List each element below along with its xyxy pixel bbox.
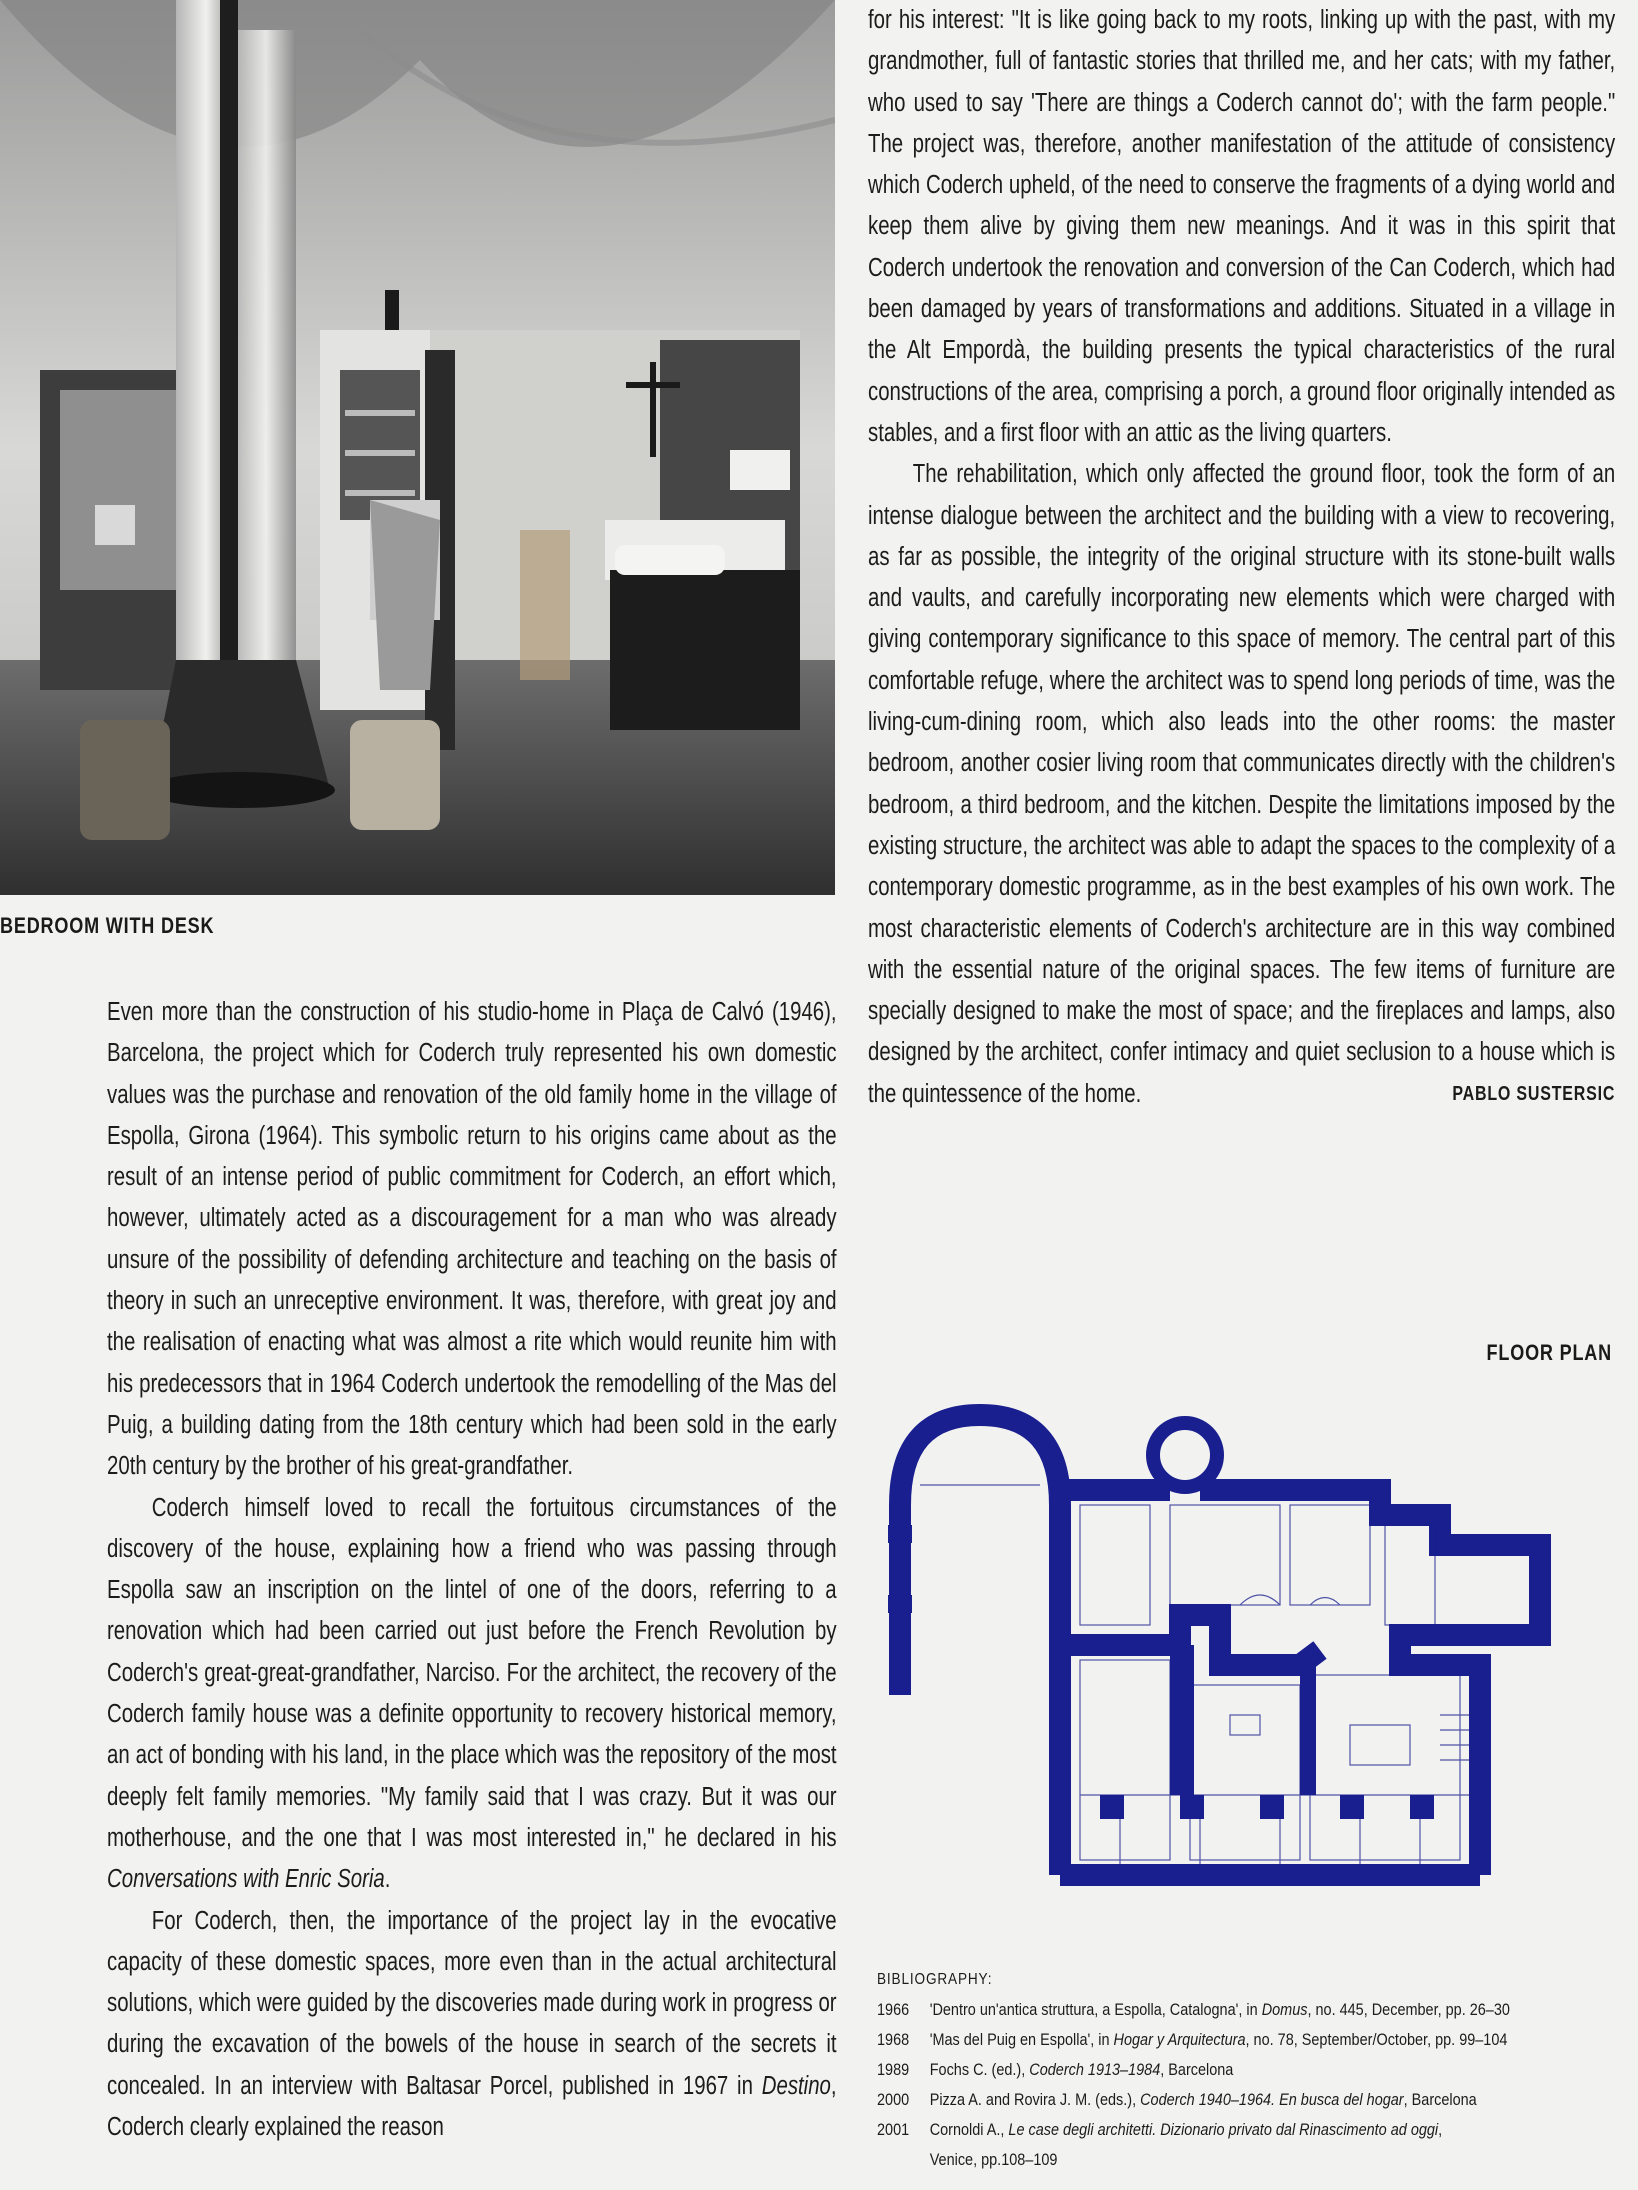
author-name: PABLO SUSTERSIC bbox=[1452, 1082, 1616, 1105]
entry-year: 1968 bbox=[877, 2030, 910, 2049]
book-title: Conversations with Enric Soria bbox=[107, 1865, 385, 1894]
bedroom-photo bbox=[0, 0, 835, 895]
floor-plan bbox=[880, 1395, 1580, 1915]
photo-caption: BEDROOM WITH DESK bbox=[0, 913, 215, 938]
entry-year: 2001 bbox=[877, 2120, 910, 2139]
bibliography-entry: 1966 'Dentro un'antica struttura, a Espolla, Catalogna', in Domus, no. 445, December, pp. 26–30 bbox=[877, 1995, 1622, 2025]
publication-title: Destino bbox=[761, 2071, 831, 2100]
article-left-column bbox=[107, 992, 837, 2148]
floor-plan-drawing bbox=[880, 1395, 1580, 1915]
bibliography-heading: BIBLIOGRAPHY: bbox=[877, 1971, 993, 1988]
article-paragraph: Even more than the construction of his studio-home in Plaça de Calvó (1946), Barcelona, the project which for Coderch truly represented his own domestic values was the purchase and renovation of the old family home in the village of Espolla, Girona (1964). This symbolic return to his origins came about as the result of an intense period of public commitment for Coderch, an effort which, however, ultimately acted as a discouragement for a man who was already unsure of the possibility of defending architecture and teaching on the basis of theory in such an unreceptive environment. It was, therefore, with great joy and the realisation of enacting what was almost a rite which would reunite him with his predecessors that in 1964 Coderch undertook the remodelling of the Mas del Puig, a building dating from the 18th century which had been sold in the early 20th century by the brother of his great-grandfather. bbox=[107, 998, 837, 1481]
bibliography-entry: 1989 Fochs C. (ed.), Coderch 1913–1984, Barcelona bbox=[877, 2055, 1622, 2085]
bibliography-entry: 2001 Cornoldi A., Le case degli architetti. Dizionario privato dal Rinascimento ad oggi, bbox=[877, 2115, 1622, 2145]
bibliography-entry-continuation: Venice, pp.108–109 bbox=[929, 2150, 1058, 2169]
article-paragraph: For Coderch, then, the importance of the project lay in the evocative capacity of these domestic spaces, more even than in the actual architectural solutions, which were guided by the discoveries made during work in progress or during the excavation of the bowels of the house in search of the secrets it concealed. In an interview with Baltasar Porcel, published in 1967 in Destino, Coderch clearly explained the reason bbox=[107, 1906, 837, 2142]
bibliography-entry: 2000 Pizza A. and Rovira J. M. (eds.), Coderch 1940–1964. En busca del hogar, Barcelona bbox=[877, 2085, 1622, 2115]
article-paragraph: Coderch himself loved to recall the fortuitous circumstances of the discovery of the house, explaining how a friend who was passing through Espolla saw an inscription on the lintel of one of the doors, referring to a renovation which had been carried out just before the French Revolution by Coderch's great-great-grandfather, Narciso. For the architect, the recovery of the Coderch family house was a definite opportunity to recovery historical memory, an act of bonding with his land, in the place which was the repository of the most deeply felt family memories. "My family said that I was crazy. But it was our motherhouse, and the one that I was most interested in," he declared in his Conversations with Enric Soria. bbox=[107, 1493, 837, 1894]
article-paragraph: The rehabilitation, which only affected the ground floor, took the form of an intense dialogue between the architect and the building with a view to recovering, as far as possible, the integrity of the original structure with its stone-built walls and vaults, and carefully incorporating new elements which were charged with giving contemporary significance to this space of memory. The central part of this comfortable refuge, where the architect was to spend long periods of time, was the living-cum-dining room, which also leads into the other rooms: the master bedroom, another cosier living room that communicates directly with the children's bedroom, a third bedroom, and the kitchen. Despite the limitations imposed by the existing structure, the architect was able to adapt the spaces to the complexity of a contemporary domestic programme, as in the best examples of his own work. The most characteristic elements of Coderch's architecture are in this way combined with the essential nature of the original spaces. The few items of furniture are specially designed to make the most of space; and the fireplaces and lamps, also designed by the architect, confer intimacy and quiet seclusion to a house which is the quintessence of the home. PABLO SUSTERSIC bbox=[868, 454, 1615, 1115]
bibliography bbox=[877, 1965, 1622, 2175]
entry-year: 2000 bbox=[877, 2090, 910, 2109]
article-right-column bbox=[868, 0, 1615, 1115]
article-paragraph: for his interest: "It is like going back to my roots, linking up with the past, with my grandmother, full of fantastic stories that thrilled me, and her cats; with my father, who used to say 'There are things a Coderch cannot do'; with the farm people." The project was, therefore, another manifestation of the attitude of consistency which Coderch upheld, of the need to conserve the fragments of a dying world and keep them alive by giving them new meanings. And it was in this spirit that Coderch undertook the renovation and conversion of the Can Coderch, which had been damaged by years of transformations and additions. Situated in a village in the Alt Empordà, the building presents the typical characteristics of the rural constructions of the area, comprising a porch, a ground floor originally intended as stables, and a first floor with an attic as the living quarters. bbox=[868, 6, 1616, 447]
floor-plan-caption: FLOOR PLAN bbox=[1486, 1340, 1612, 1365]
bibliography-entry: 1968 'Mas del Puig en Espolla', in Hogar y Arquitectura, no. 78, September/October, pp. 99–104 bbox=[877, 2025, 1622, 2055]
entry-year: 1989 bbox=[877, 2060, 910, 2079]
entry-year: 1966 bbox=[877, 2000, 910, 2019]
bedroom-photo-image bbox=[0, 0, 835, 895]
